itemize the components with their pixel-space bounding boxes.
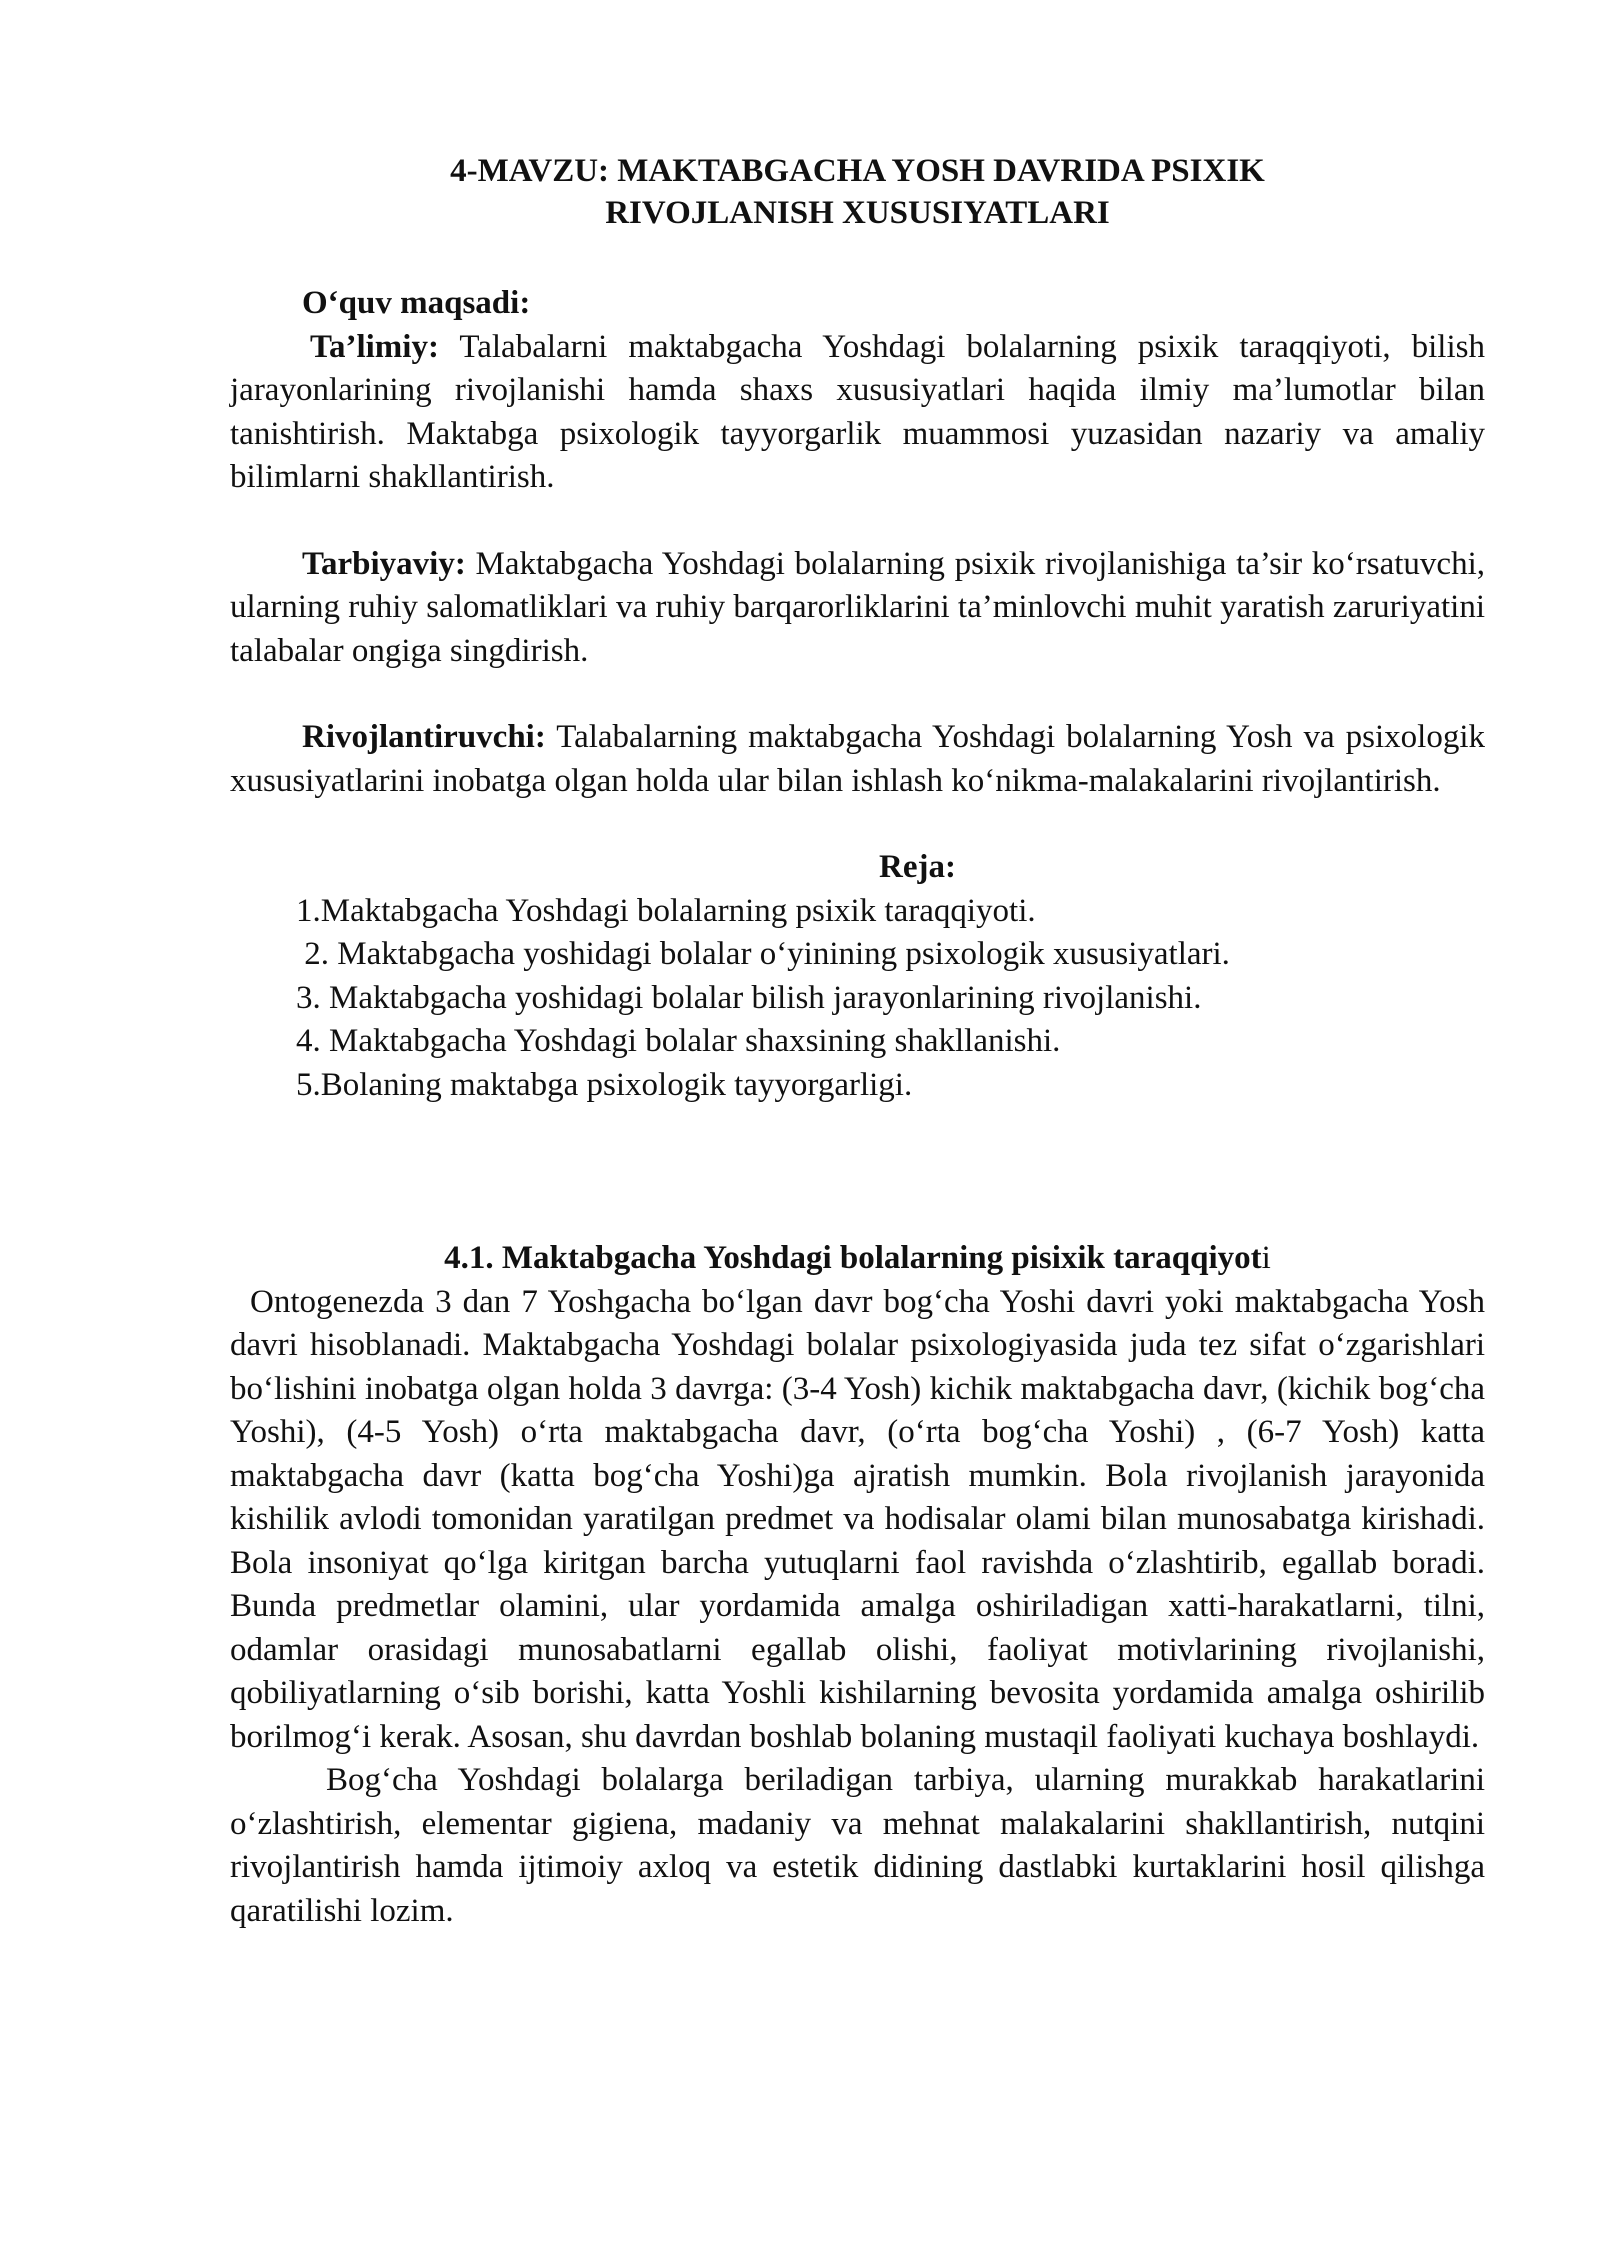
goal-rivojlantiruvchi [230, 716, 1485, 803]
goal-tarbiyaviy [230, 543, 1485, 674]
goal-tarbiyaviy-label: Tarbiyaviy: [302, 545, 466, 582]
goal-rivojlantiruvchi-text: Talabalarning maktabgacha Yoshdagi bolalarning Yosh va psixologik xususiyatlarini inobatga olgan holda ular bilan ishlash ko‘nikma-malakalarini rivojlantirish. [230, 719, 1485, 799]
goal-tarbiyaviy-text: Maktabgacha Yoshdagi bolalarning psixik rivojlanishiga ta’sir ko‘rsatuvchi, ularning ruhiy salomatliklari va ruhiy barqarorliklarini ta’minlovchi muhit yaratish zaruriyatini talabalar ongiga singdirish. [230, 545, 1485, 669]
plan-heading: Reja: [879, 849, 956, 885]
plan-item: 2. Maktabgacha yoshidagi bolalar o‘yinining psixologik xususiyatlari. [296, 936, 1230, 972]
section-paragraph-1: Ontogenezda 3 dan 7 Yoshgacha bo‘lgan davr bog‘cha Yoshi davri yoki maktabgacha Yosh davri hisoblanadi. Maktabgacha Yoshdagi bolalar psixologiyasida juda tez sifat o‘zgarishlari bo‘lishini inobatga olgan holda 3 davrga: (3-4 Yosh) kichik maktabgacha davr, (kichik bog‘cha Yoshi), (4-5 Yosh) o‘rta maktabgacha davr, (o‘rta bog‘cha Yoshi) , (6-7 Yosh) katta maktabgacha davr (katta bog‘cha Yoshi)ga ajratish mumkin. Bola rivojlanish jarayonida kishilik avlodi tomonidan yaratilgan predmet va hodisalar olami bilan munosabatga kirishadi. Bola insoniyat qo‘lga kiritgan barcha yutuqlarni faol ravishda o‘zlashtirib, egallab boradi. Bunda predmetlar olamini, ular yordamida amalga oshiriladigan xatti-harakatlarni, tilni, odamlar orasidagi munosabatlarni egallab olishi, faoliyat motivlarining rivojlanishi, qobiliyatlarning o‘sib borishi, katta Yoshli kishilarning bevosita yordamida amalga oshirilib borilmog‘i kerak. Asosan, shu davrdan boshlab bolaning mustaqil faoliyati kuchaya boshlaydi. [230, 1283, 1485, 1755]
goal-talimiy [230, 326, 1485, 500]
goal-talimiy-text: Talabalarni maktabgacha Yoshdagi bolalarning psixik taraqqiyoti, bilish jarayonlarining rivojlanishi hamda shaxs xususiyatlari haqida ilmiy ma’lumotlar bilan tanishtirish. Maktabga psixologik tayyorgarlik muammosi yuzasidan nazariy va amaliy bilimlarni shakllantirish. [230, 328, 1485, 495]
learning-goals-heading: O‘quv maqsadi: [302, 285, 531, 321]
plan-item: 1.Maktabgacha Yoshdagi bolalarning psixik taraqqiyoti. [296, 892, 1036, 929]
plan-item: 5.Bolaning maktabga psixologik tayyorgarligi. [296, 1066, 913, 1103]
plan-list [230, 890, 1485, 1108]
title-line-2: RIVOJLANISH XUSUSIYATLARI [605, 195, 1110, 231]
plan-item: 4. Maktabgacha Yoshdagi bolalar shaxsining shakllanishi. [296, 1023, 1061, 1059]
section-title [230, 1237, 1485, 1281]
document-title [230, 150, 1485, 234]
document-page [230, 150, 1485, 1933]
title-line-1: 4-MAVZU: MAKTABGACHA YOSH DAVRIDA PSIXIK [450, 153, 1265, 189]
goal-rivojlantiruvchi-label: Rivojlantiruvchi: [302, 719, 546, 755]
section-title-tail: i [1261, 1240, 1271, 1276]
plan-item: 3. Maktabgacha yoshidagi bolalar bilish jarayonlarining rivojlanishi. [296, 979, 1202, 1016]
section-title-main: 4.1. Maktabgacha Yoshdagi bolalarning pisixik taraqqiyot [444, 1240, 1262, 1276]
goal-talimiy-label: Ta’limiy: [310, 328, 439, 365]
section-paragraph-2: Bog‘cha Yoshdagi bolalarga beriladigan tarbiya, ularning murakkab harakatlarini o‘zlashtirish, elementar gigiena, madaniy va mehnat malakalarini shakllantirish, nutqini rivojlantirish hamda ijtimoiy axloq va estetik didining dastlabki kurtaklarini hosil qilishga qaratilishi lozim. [230, 1762, 1485, 1929]
